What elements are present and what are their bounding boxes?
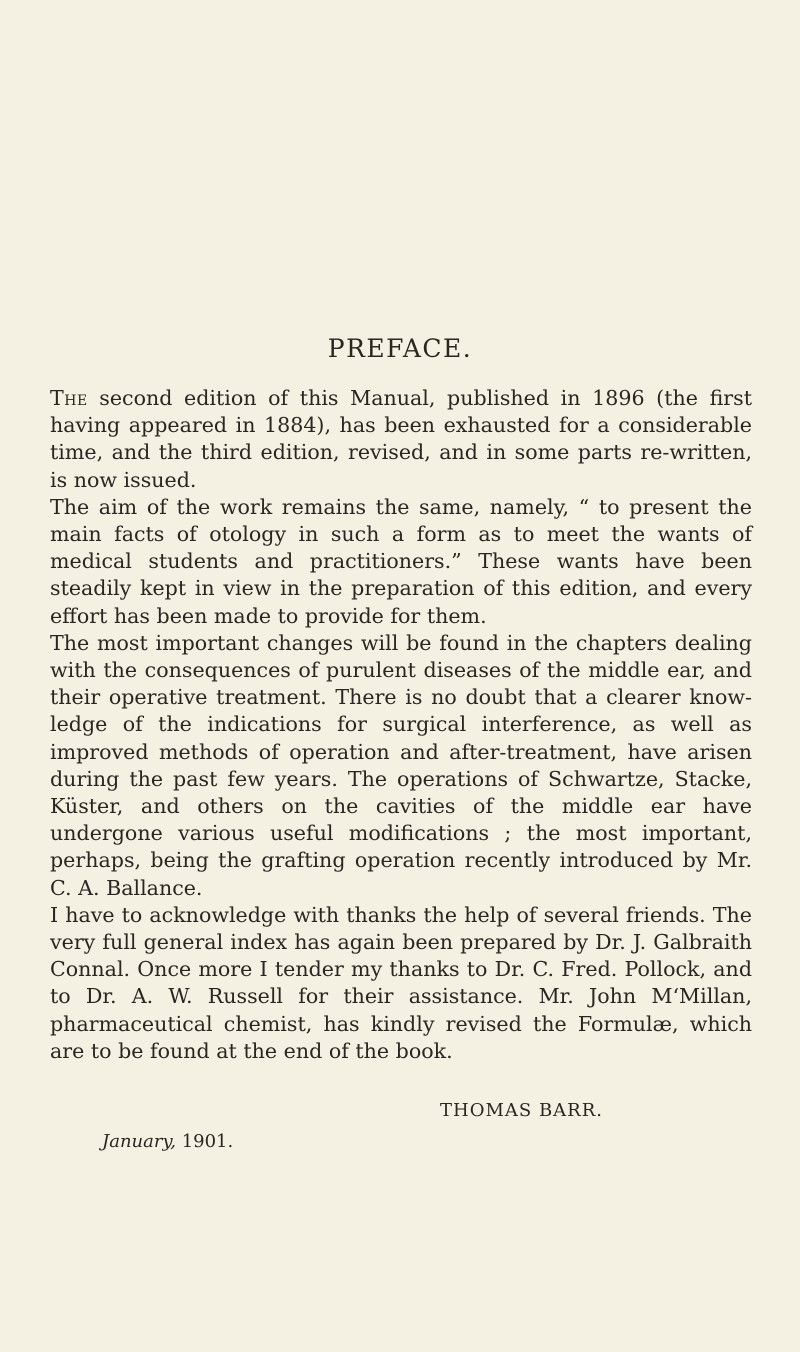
paragraph-1 [50,385,752,494]
paragraph-lead-word: The [50,386,88,410]
paragraph-text: I have to acknowledge with thanks the help of several friends. The very full general index has again been prepared by Dr. J. Galbraith Connal. Once more I tender my thanks to Dr. C. Fred. Pollock, and to Dr. A. W. Russell for their assistance. Mr. John M‘Millan, pharmaceutical chemist, has kindly revised the Formulæ, which are to be found at the end of the book. [50,902,752,1063]
paragraph-text: second edition of this Manual, published in 1896 (the first having appeared in 1884), has been exhausted for a considerable time, and the third edition, revised, and in some parts re-written, is now issued. [50,386,752,492]
page-title: PREFACE. [327,334,473,363]
paragraph-text: The aim of the work remains the same, namely, “ to present the main facts of otology in such a form as to meet the wants of medical students and practitioners.” These wants have been steadily kept in view in the preparation of this edition, and every effort has been made to provide for them. [50,494,752,628]
paragraph-4 [50,902,752,1065]
date-year: 1901. [181,1131,234,1152]
preface-body [50,385,752,1065]
preface-date [102,1131,233,1152]
paragraph-3 [50,630,752,902]
paragraph-text: The most important changes will be found in the chapters dealing with the consequences of purulent diseases of the middle ear, and their operative treatment. There is no doubt that a clearer know-ledge of the indications for surgical interference, as well as improved methods of operation and after-treatment, have arisen during the past few years. The operations of Schwartze, Stacke, Küster, and others on the cavities of the middle ear have undergone various useful modifications ; the most important, perhaps, being the grafting operation recently introduced by Mr. C. A. Ballance. [50,630,752,900]
author-signature: THOMAS BARR. [440,1100,603,1121]
paragraph-2 [50,494,752,630]
date-month: January, [102,1131,176,1152]
